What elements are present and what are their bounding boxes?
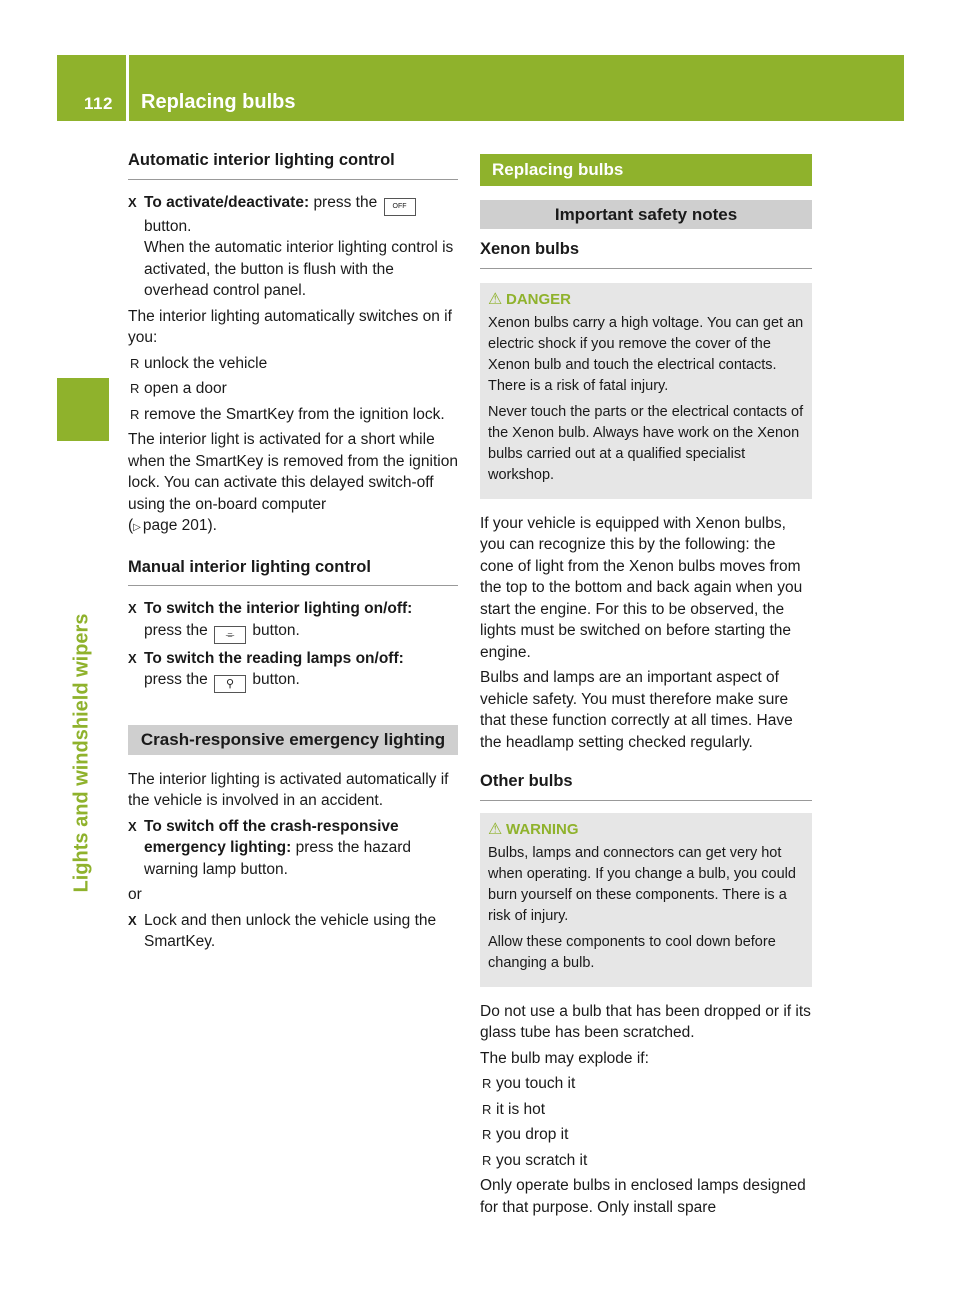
- bullet-icon: R: [482, 1127, 492, 1142]
- list-item: [480, 1150, 812, 1172]
- right-column: [480, 150, 812, 1222]
- step-marker-icon: X: [128, 601, 137, 616]
- reading-lamp-button-icon: ⚲: [214, 675, 246, 693]
- list-item: [128, 353, 458, 375]
- or-text: or: [128, 886, 142, 903]
- warning-title: WARNING: [506, 820, 579, 838]
- list-item: [480, 1099, 812, 1121]
- warning-p1: Bulbs, lamps and connectors can get very hot when operating. If you change a bulb, you could burn yourself on these components. There is a risk of injury.: [488, 844, 796, 924]
- auto-page-ref[interactable]: page 201).: [142, 517, 217, 534]
- list-item: [128, 378, 458, 400]
- auto-bullet-3: remove the SmartKey from the ignition lock.: [144, 405, 445, 423]
- danger-title: DANGER: [506, 290, 572, 308]
- auto-step-text-b: button.: [144, 217, 192, 235]
- auto-key-label: OFF: [392, 202, 407, 210]
- list-item: [128, 404, 458, 426]
- left-column: [128, 150, 458, 957]
- explode-bullet-3: you drop it: [496, 1126, 569, 1143]
- page-number: 112: [84, 94, 113, 113]
- xenon-p2: Bulbs and lamps are an important aspect of vehicle safety. You must therefore make sure that these function correctly at all times. Have the headlamp setting checked regularly.: [480, 669, 793, 751]
- warning-triangle-icon: ⚠: [488, 820, 503, 838]
- auto-bullet-1: unlock the vehicle: [144, 354, 268, 372]
- bullet-icon: R: [130, 381, 140, 396]
- bullet-icon: R: [482, 1101, 492, 1117]
- step-marker-icon: X: [128, 194, 137, 210]
- bullet-icon: R: [482, 1076, 492, 1091]
- crash-step-text: press the hazard warning lamp button.: [144, 839, 412, 878]
- crash-step2-text: Lock and then unlock the vehicle using the SmartKey.: [144, 911, 437, 950]
- auto-step-note: When the automatic interior lighting control is activated, the button is flush with the overhead control panel.: [144, 239, 454, 299]
- manual-step2-text-a: press the: [144, 671, 208, 688]
- other-p1: Do not use a bulb that has been dropped or if its glass tube has been scratched.: [480, 1002, 811, 1041]
- explode-bullet-2: it is hot: [496, 1100, 546, 1118]
- safety-heading: Important safety notes: [480, 200, 812, 230]
- crash-step-2: [128, 910, 458, 953]
- auto-lighting-heading: Automatic interior lighting control: [128, 150, 458, 180]
- warning-box: [480, 813, 812, 987]
- auto-para: The interior light is activated for a short while when the SmartKey is removed from the ignition lock. You can activate this delayed switch-off using the on-board computer (▷ page 201).: [128, 431, 458, 534]
- manual-step1-text-b: button.: [252, 621, 300, 639]
- chapter-tab: [57, 378, 109, 441]
- bullet-icon: R: [130, 406, 140, 422]
- xenon-p1: If your vehicle is equipped with Xenon bulbs, you can recognize this by the following: the cone of light from the Xenon bulbs moves from the top to the bottom and back again when you start the engine. For this to be observed, the lights must be switched on before starting the engine.: [480, 514, 803, 661]
- manual-step-1: [128, 598, 458, 644]
- step-marker-icon: X: [128, 818, 137, 834]
- crash-step-lead: To switch off the crash-responsive emergency lighting:: [144, 817, 399, 856]
- manual-step1-lead: To switch the interior lighting on/off:: [144, 600, 413, 617]
- explode-bullet-4: you scratch it: [496, 1151, 588, 1169]
- warning-title-row: [488, 819, 804, 840]
- manual-lighting-heading: Manual interior lighting control: [128, 557, 458, 587]
- crash-step: [128, 816, 458, 881]
- manual-step2-lead: To switch the reading lamps on/off:: [144, 649, 404, 667]
- list-item: [480, 1124, 812, 1146]
- chapter-label: Lights and windshield wipers: [70, 613, 93, 893]
- interior-light-button-icon: ⌯: [214, 626, 246, 644]
- danger-p1: Xenon bulbs carry a high voltage. You can get an electric shock if you remove the cover of the Xenon bulb and touch the electrical contacts. There is a risk of fatal injury.: [488, 314, 804, 394]
- other-p3: Only operate bulbs in enclosed lamps designed for that purpose. Only install spare: [480, 1177, 806, 1216]
- other-p2: The bulb may explode if:: [480, 1049, 649, 1067]
- auto-step-text-a: press the: [313, 193, 378, 211]
- auto-lighting-button-icon: [384, 198, 416, 216]
- auto-bullet-2: open a door: [144, 380, 227, 397]
- page-ref-icon: ▷: [133, 522, 141, 533]
- warning-triangle-icon: ⚠: [488, 290, 503, 308]
- auto-para-text: The interior light is activated for a short while when the SmartKey is removed from the ignition lock. You can activate this delayed switch-off using the on-board computer: [128, 431, 458, 513]
- auto-step: [128, 192, 458, 302]
- xenon-heading: Xenon bulbs: [480, 239, 812, 269]
- danger-box: [480, 283, 812, 499]
- step-marker-icon: X: [128, 650, 137, 666]
- header-divider: [126, 55, 129, 121]
- list-item: [480, 1073, 812, 1095]
- danger-p2: Never touch the parts or the electrical contacts of the Xenon bulb. Always have work on the Xenon bulbs carried out at a qualified specialist workshop.: [488, 403, 804, 483]
- crash-para: The interior lighting is activated automatically if the vehicle is involved in an accident.: [128, 770, 449, 809]
- crash-heading: Crash-responsive emergency lighting: [128, 725, 458, 755]
- section-heading: Replacing bulbs: [480, 154, 812, 186]
- bullet-icon: R: [130, 355, 140, 371]
- bullet-icon: R: [482, 1152, 492, 1168]
- auto-intro: The interior lighting automatically switches on if you:: [128, 307, 452, 346]
- explode-bullet-1: you touch it: [496, 1075, 576, 1092]
- warning-p2: Allow these components to cool down before changing a bulb.: [488, 933, 776, 971]
- page-title: Replacing bulbs: [141, 91, 296, 113]
- manual-step1-text-a: press the: [144, 621, 208, 639]
- auto-step-lead: To activate/deactivate:: [144, 193, 310, 211]
- manual-step-2: [128, 648, 458, 694]
- step-marker-icon: X: [128, 912, 137, 928]
- danger-title-row: [488, 289, 804, 310]
- other-bulbs-heading: Other bulbs: [480, 771, 812, 801]
- manual-step2-text-b: button.: [252, 671, 300, 688]
